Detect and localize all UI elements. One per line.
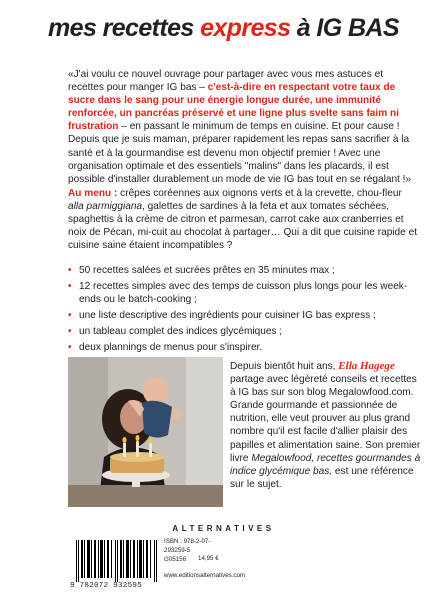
intro-highlight: c'est-à-dire en respectant votre taux de sucre dans le sang pour une énergie longue durée, une immunité renforcée, un pancréas préservé et une ligne plus svelte sans faim ni frustration <box>68 82 399 133</box>
bio-text-1: Depuis bientôt huit ans, <box>230 361 339 372</box>
title-part-1: mes recettes <box>48 14 201 42</box>
bio-book-title: Megalowfood, recettes gourmandes à indice glycémique bas, <box>230 452 421 477</box>
menu-paragraph <box>68 187 420 252</box>
menu-text-2: , galettes de sardines à la feta et aux tomates séchées, spaghettis à la crème de citron et parmesan, carrot cake aux cranberries et noix de Pécan, mi-cuit au chocolat à partager… Qui a dit que cuisine rapide et cuisine saine étaient incompatibles ? <box>68 201 417 252</box>
feature-list <box>68 264 420 358</box>
barcode-block <box>70 538 246 592</box>
book-title <box>0 14 447 46</box>
isbn-number: ISBN : 978-2-07-293259-5 <box>164 538 211 554</box>
author-name: Ella Hagege <box>338 360 395 372</box>
intro-text-1: «J'ai voulu ce nouvel ouvrage pour partager avec vous mes astuces et recettes pour manger IG bas – <box>68 69 384 94</box>
intro-paragraph <box>68 68 420 186</box>
list-item <box>68 309 420 322</box>
bullet-icon: • <box>68 310 72 322</box>
author-photo <box>68 357 223 507</box>
bio-text-3: est une référence sur le sujet. <box>230 465 414 490</box>
bullet-icon: • <box>68 265 72 276</box>
barcode-number: 9 782072 932595 <box>70 582 143 590</box>
title-express: express <box>200 14 291 42</box>
menu-text-1: crêpes coréennes aux oignons verts et à la crevette, chou-fleur <box>117 188 402 199</box>
feature-text: deux plannings de menus pour s'inspirer. <box>79 342 263 354</box>
bullet-icon: • <box>68 326 72 338</box>
publisher-site: www.editionsalternatives.com <box>164 572 246 580</box>
list-item <box>68 325 420 338</box>
title-part-3: à IG BAS <box>290 14 399 42</box>
list-item <box>68 280 420 306</box>
list-item <box>68 341 420 354</box>
feature-text: 50 recettes salées et sucrées prêtes en 35 minutes max ; <box>79 265 335 276</box>
bullet-icon: • <box>68 281 72 293</box>
barcode-icon <box>76 540 158 582</box>
author-photo-illustration <box>68 357 223 507</box>
feature-text: une liste descriptive des ingrédients pour cuisiner IG bas express ; <box>79 310 376 322</box>
publisher-name: ALTERNATIVES <box>172 524 275 533</box>
bio-text-2: partage avec légèreté conseils et recettes à IG bas sur son blog Megalowfood.com. Grande gourmande et passionnée de nutrition, elle veut prouver au plus grand nombre qu'il est facile d'allier plaisir des papilles et alimentation saine. Son premier livre <box>230 374 421 464</box>
price: 14,95 € <box>198 555 219 562</box>
product-code: G05156 <box>164 555 187 563</box>
author-bio <box>230 360 422 491</box>
list-item <box>68 264 420 277</box>
bullet-icon: • <box>68 342 72 354</box>
isbn-info <box>164 538 246 581</box>
feature-text: un tableau complet des indices glycémiques ; <box>79 326 283 338</box>
feature-text: 12 recettes simples avec des temps de cuisson plus longs pour les week-ends ou le batch-cooking ; <box>79 281 408 306</box>
intro-text-2: – en passant le minimum de temps en cuisine. Et pour cause ! Depuis que je suis maman, préparer rapidement les repas sans sacrifier à la santé et à la gourmandise est devenu mon objectif premier ! Avec une organisation optimale et des essentiels "malins" dans les placards, il est possible d'installer durablement un mode de vie IG bas tout en se régalant !» <box>68 121 412 185</box>
menu-italic: alla parmiggiana <box>68 201 143 213</box>
menu-label: Au menu : <box>68 188 118 199</box>
